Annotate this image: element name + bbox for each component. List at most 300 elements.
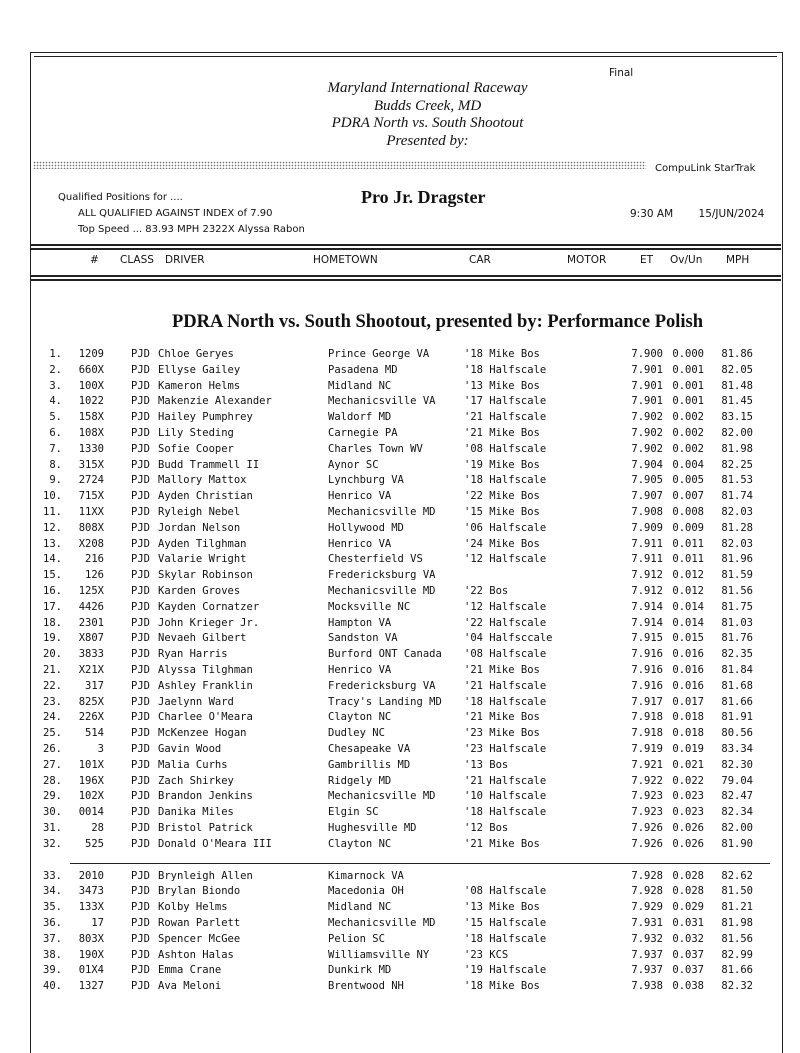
cell-num: X21X (78, 664, 104, 676)
cell-mph: 81.21 (721, 901, 753, 914)
cell-mph: 81.98 (721, 442, 753, 455)
cell-num: 108X (78, 427, 104, 439)
cell-et: 7.912 (631, 569, 663, 582)
cell-cls: PJD (131, 569, 150, 582)
cell-car: '22 Bos (464, 585, 509, 597)
cell-ovun: 0.014 (672, 616, 704, 629)
cell-car: '17 Halfscale (464, 395, 547, 408)
cell-mph: 82.47 (721, 790, 753, 803)
cell-et: 7.929 (631, 901, 663, 914)
cell-pos: 33. (43, 869, 62, 882)
cell-ovun: 0.037 (672, 948, 704, 961)
cell-mph: 81.96 (721, 553, 753, 566)
cell-num: 2010 (78, 869, 104, 882)
cell-num: 196X (78, 774, 104, 787)
cell-town: Prince George VA (328, 348, 430, 360)
cell-driver: Ayden Christian (158, 490, 253, 503)
cell-driver: Lily Steding (158, 427, 234, 439)
cell-mph: 79.04 (721, 774, 753, 787)
cell-et: 7.937 (631, 964, 663, 977)
event-name: PDRA North vs. South Shootout (331, 115, 524, 131)
cell-num: 126 (85, 569, 104, 582)
cell-ovun: 0.002 (672, 411, 704, 424)
qualifying-info (58, 190, 305, 238)
cell-car: '13 Mike Bos (464, 901, 540, 914)
cell-ovun: 0.023 (672, 790, 704, 803)
class-title: Pro Jr. Dragster (361, 187, 486, 207)
table-row (0, 617, 800, 633)
cell-et: 7.900 (631, 348, 663, 360)
cell-cls: PJD (131, 442, 150, 455)
cell-car: '24 Mike Bos (464, 537, 540, 550)
cell-town: Brentwood NH (328, 980, 404, 993)
cell-car: '06 Halfscale (464, 521, 547, 534)
cell-car: '21 Mike Bos (464, 711, 540, 724)
cell-ovun: 0.029 (672, 901, 704, 914)
cell-pos: 2. (49, 363, 62, 376)
cell-et: 7.923 (631, 790, 663, 803)
cell-car: '18 Halfscale (464, 474, 547, 487)
cell-pos: 9. (49, 474, 62, 487)
cell-town: Kimarnock VA (328, 869, 404, 882)
results-banner: PDRA North vs. South Shootout, presented by: Performance Polish (172, 312, 704, 332)
cell-cls: PJD (131, 980, 150, 993)
cell-et: 7.916 (631, 664, 663, 676)
cell-ovun: 0.014 (672, 600, 704, 613)
cell-town: Chesapeake VA (328, 743, 411, 755)
table-row (0, 901, 800, 917)
cell-num: 317 (85, 679, 104, 692)
cell-town: Williamsville NY (328, 948, 430, 961)
cell-cls: PJD (131, 758, 150, 771)
cell-mph: 82.00 (721, 822, 753, 834)
cell-cls: PJD (131, 711, 150, 724)
cell-cls: PJD (131, 664, 150, 676)
cell-ovun: 0.012 (672, 585, 704, 597)
cell-car: '08 Halfscale (464, 442, 547, 455)
table-row (0, 870, 800, 886)
top-speed: Top Speed ... 83.93 MPH 2322X Alyssa Rabon (78, 224, 305, 235)
cell-car: '08 Halfscale (464, 885, 547, 898)
cell-pos: 8. (49, 458, 62, 471)
cell-driver: Ellyse Gailey (158, 363, 241, 376)
software-label: CompuLink StarTrak (655, 163, 756, 174)
cell-cls: PJD (131, 932, 150, 945)
cell-cls: PJD (131, 506, 150, 518)
cell-pos: 39. (43, 964, 62, 977)
cell-num: 0014 (78, 806, 104, 819)
cell-driver: Ayden Tilghman (158, 537, 247, 550)
cell-driver: Emma Crane (158, 964, 222, 977)
table-row (0, 980, 800, 996)
cell-town: Chesterfield VS (328, 553, 423, 566)
cell-num: 1330 (78, 442, 104, 455)
cell-num: 133X (78, 901, 104, 914)
cell-car: '23 KCS (464, 948, 509, 961)
header-rule-top-2 (31, 248, 781, 250)
cell-town: Mechanicsville MD (328, 506, 436, 518)
cell-num: 825X (78, 695, 104, 708)
cell-cls: PJD (131, 743, 150, 755)
presented-by: Presented by: (386, 132, 469, 149)
cell-ovun: 0.032 (672, 932, 704, 945)
cell-town: Waldorf MD (328, 411, 392, 424)
cell-ovun: 0.023 (672, 806, 704, 819)
cell-mph: 82.35 (721, 648, 753, 661)
table-row (0, 395, 800, 411)
cell-town: Dudley NC (328, 727, 385, 740)
table-row (0, 964, 800, 980)
cell-driver: Spencer McGee (158, 932, 241, 945)
cell-num: 100X (78, 379, 104, 392)
table-row (0, 727, 800, 743)
cell-num: 315X (78, 458, 104, 471)
cell-pos: 5. (49, 411, 62, 424)
cell-town: Aynor SC (328, 458, 379, 471)
index-line: ALL QUALIFIED AGAINST INDEX of 7.90 (78, 208, 273, 219)
cell-pos: 25. (43, 727, 62, 740)
cell-car: '13 Bos (464, 758, 509, 771)
table-row (0, 522, 800, 538)
cell-et: 7.912 (631, 585, 663, 597)
cell-driver: Ashton Halas (158, 948, 234, 961)
cell-town: Mechanicsville MD (328, 917, 436, 929)
cell-cls: PJD (131, 411, 150, 424)
cell-driver: Jaelynn Ward (158, 695, 234, 708)
cell-cls: PJD (131, 948, 150, 961)
cell-town: Burford ONT Canada (328, 648, 442, 661)
cell-ovun: 0.001 (672, 395, 704, 408)
cell-num: 17 (91, 917, 104, 929)
cell-car: '18 Halfscale (464, 806, 547, 819)
cell-mph: 81.45 (721, 395, 753, 408)
cell-pos: 31. (43, 822, 62, 834)
cell-pos: 3. (49, 379, 62, 392)
cell-pos: 22. (43, 679, 62, 692)
cell-cls: PJD (131, 822, 150, 834)
cell-pos: 37. (43, 932, 62, 945)
cell-ovun: 0.018 (672, 727, 704, 740)
cell-et: 7.917 (631, 695, 663, 708)
cell-driver: Gavin Wood (158, 743, 222, 755)
cell-num: 2301 (78, 616, 104, 629)
cell-driver: Alyssa Tilghman (158, 664, 253, 676)
cell-car: '10 Halfscale (464, 790, 547, 803)
cell-pos: 17. (43, 600, 62, 613)
cell-pos: 35. (43, 901, 62, 914)
cell-cls: PJD (131, 363, 150, 376)
cell-car: '18 Mike Bos (464, 348, 540, 360)
cell-pos: 16. (43, 585, 62, 597)
cell-num: 226X (78, 711, 104, 724)
cell-cls: PJD (131, 348, 150, 360)
cell-car: '19 Mike Bos (464, 458, 540, 471)
cell-driver: Zach Shirkey (158, 774, 234, 787)
cell-mph: 81.86 (721, 348, 753, 360)
cell-cls: PJD (131, 869, 150, 882)
cell-num: 3833 (78, 648, 104, 661)
cell-num: 715X (78, 490, 104, 503)
cell-mph: 81.66 (721, 964, 753, 977)
cell-driver: McKenzee Hogan (158, 727, 247, 740)
cell-ovun: 0.001 (672, 379, 704, 392)
cell-et: 7.926 (631, 822, 663, 834)
cell-pos: 19. (43, 632, 62, 645)
table-row (0, 711, 800, 727)
cell-town: Gambrillis MD (328, 758, 411, 771)
cell-town: Elgin SC (328, 806, 379, 819)
cell-driver: Sofie Cooper (158, 442, 234, 455)
cell-car: '21 Mike Bos (464, 664, 540, 676)
cell-driver: Makenzie Alexander (158, 395, 272, 408)
cell-et: 7.938 (631, 980, 663, 993)
cell-ovun: 0.007 (672, 490, 704, 503)
cell-num: 3473 (78, 885, 104, 898)
cell-cls: PJD (131, 964, 150, 977)
cell-et: 7.905 (631, 474, 663, 487)
cell-et: 7.918 (631, 711, 663, 724)
cell-cls: PJD (131, 885, 150, 898)
status-label: Final (609, 67, 634, 79)
cell-num: X807 (78, 632, 104, 645)
col-et: ET (640, 254, 654, 266)
cell-num: 1209 (78, 348, 104, 360)
cell-pos: 28. (43, 774, 62, 787)
table-row (0, 933, 800, 949)
table-row (0, 806, 800, 822)
table-row (0, 348, 800, 364)
cell-num: 11XX (78, 506, 104, 518)
cell-et: 7.928 (631, 869, 663, 882)
table-row (0, 474, 800, 490)
cell-car: '19 Halfscale (464, 964, 547, 977)
cell-mph: 82.62 (721, 869, 753, 882)
cell-car: '21 Mike Bos (464, 837, 540, 850)
table-row (0, 790, 800, 806)
cell-driver: Kolby Helms (158, 901, 228, 914)
table-row (0, 506, 800, 522)
cell-et: 7.916 (631, 648, 663, 661)
cell-cls: PJD (131, 679, 150, 692)
cell-driver: Ava Meloni (158, 980, 222, 993)
cell-town: Midland NC (328, 901, 392, 914)
cell-driver: Brylan Biondo (158, 885, 241, 898)
cell-ovun: 0.011 (672, 553, 704, 566)
table-row (0, 601, 800, 617)
cell-et: 7.937 (631, 948, 663, 961)
cell-driver: Karden Groves (158, 585, 241, 597)
cell-driver: Skylar Robinson (158, 569, 253, 582)
cell-pos: 1. (49, 348, 62, 360)
cell-cls: PJD (131, 585, 150, 597)
cell-mph: 81.56 (721, 932, 753, 945)
table-row (0, 664, 800, 680)
cell-num: 803X (78, 932, 104, 945)
cell-pos: 24. (43, 711, 62, 724)
cell-ovun: 0.011 (672, 537, 704, 550)
cell-num: 808X (78, 521, 104, 534)
cell-pos: 20. (43, 648, 62, 661)
cutoff-line (70, 863, 770, 864)
cell-town: Mechanicsville MD (328, 790, 436, 803)
cell-et: 7.932 (631, 932, 663, 945)
cell-ovun: 0.000 (672, 348, 704, 360)
cell-cls: PJD (131, 790, 150, 803)
cell-mph: 81.90 (721, 837, 753, 850)
table-row (0, 364, 800, 380)
cell-car: '23 Mike Bos (464, 727, 540, 740)
cell-num: 28 (91, 822, 104, 834)
cell-pos: 32. (43, 837, 62, 850)
cell-et: 7.915 (631, 632, 663, 645)
cell-pos: 36. (43, 917, 62, 929)
cell-cls: PJD (131, 600, 150, 613)
cell-town: Mechanicsville VA (328, 395, 436, 408)
table-row (0, 648, 800, 664)
cell-et: 7.902 (631, 427, 663, 439)
cell-town: Fredericksburg VA (328, 679, 436, 692)
cell-mph: 82.99 (721, 948, 753, 961)
cell-num: 2724 (78, 474, 104, 487)
table-row (0, 553, 800, 569)
cell-ovun: 0.002 (672, 442, 704, 455)
cell-ovun: 0.018 (672, 711, 704, 724)
cell-et: 7.916 (631, 679, 663, 692)
event-title-block (235, 80, 620, 150)
cell-town: Clayton NC (328, 711, 392, 724)
cell-cls: PJD (131, 553, 150, 566)
cell-ovun: 0.017 (672, 695, 704, 708)
cell-town: Pasadena MD (328, 363, 398, 376)
cell-et: 7.922 (631, 774, 663, 787)
cell-et: 7.911 (631, 553, 663, 566)
cell-cls: PJD (131, 774, 150, 787)
cell-pos: 11. (43, 506, 62, 518)
table-row (0, 743, 800, 759)
cell-mph: 82.03 (721, 537, 753, 550)
cell-driver: Kameron Helms (158, 379, 241, 392)
table-row (0, 585, 800, 601)
cell-car: '13 Mike Bos (464, 379, 540, 392)
cell-mph: 81.53 (721, 474, 753, 487)
cell-mph: 81.56 (721, 585, 753, 597)
cell-driver: Hailey Pumphrey (158, 411, 253, 424)
cell-ovun: 0.031 (672, 917, 704, 929)
cell-town: Mechanicsville MD (328, 585, 436, 597)
cell-pos: 27. (43, 758, 62, 771)
cell-pos: 38. (43, 948, 62, 961)
cell-driver: Nevaeh Gilbert (158, 632, 247, 645)
cell-et: 7.921 (631, 758, 663, 771)
cell-num: 525 (85, 837, 104, 850)
cell-ovun: 0.002 (672, 427, 704, 439)
cell-et: 7.918 (631, 727, 663, 740)
venue-location: Budds Creek, MD (373, 97, 482, 114)
table-row (0, 427, 800, 443)
cell-mph: 83.34 (721, 743, 753, 755)
cell-ovun: 0.026 (672, 822, 704, 834)
col-mph: MPH (726, 254, 750, 266)
cell-pos: 18. (43, 616, 62, 629)
cell-et: 7.902 (631, 442, 663, 455)
cell-et: 7.914 (631, 616, 663, 629)
table-row (0, 380, 800, 396)
cell-driver: Bristol Patrick (158, 822, 253, 834)
time: 9:30 AM (630, 208, 674, 220)
table-row (0, 822, 800, 838)
cell-town: Ridgely MD (328, 774, 392, 787)
col-driver: DRIVER (165, 254, 205, 266)
cell-mph: 81.59 (721, 569, 753, 582)
cell-et: 7.919 (631, 743, 663, 755)
cell-town: Henrico VA (328, 537, 392, 550)
cell-num: 3 (97, 743, 104, 755)
cell-num: 1327 (78, 980, 104, 993)
date: 15/JUN/2024 (698, 208, 765, 220)
cell-driver: Malia Curhs (158, 758, 228, 771)
cell-cls: PJD (131, 379, 150, 392)
cell-town: Sandston VA (328, 632, 398, 645)
cell-mph: 81.91 (721, 711, 753, 724)
cell-cls: PJD (131, 458, 150, 471)
cell-num: 514 (85, 727, 104, 740)
cell-ovun: 0.005 (672, 474, 704, 487)
cell-num: 01X4 (78, 964, 104, 977)
col-car: CAR (469, 254, 491, 266)
cell-et: 7.909 (631, 521, 663, 534)
cell-mph: 81.03 (721, 616, 753, 629)
cell-mph: 82.34 (721, 806, 753, 819)
cell-town: Charles Town WV (328, 442, 423, 455)
cell-car: '15 Halfscale (464, 917, 547, 929)
cell-et: 7.908 (631, 506, 663, 518)
cell-ovun: 0.012 (672, 569, 704, 582)
cell-cls: PJD (131, 537, 150, 550)
qualified-for: Qualified Positions for .... (58, 192, 183, 203)
cell-ovun: 0.001 (672, 363, 704, 376)
cell-mph: 81.68 (721, 679, 753, 692)
cell-car: '04 Halfsccale (464, 632, 553, 645)
cell-num: 1022 (78, 395, 104, 408)
table-row (0, 459, 800, 475)
cell-town: Mocksville NC (328, 600, 411, 613)
cell-ovun: 0.016 (672, 679, 704, 692)
table-row (0, 490, 800, 506)
cell-town: Tracy's Landing MD (328, 695, 442, 708)
cell-et: 7.911 (631, 537, 663, 550)
col-motor: MOTOR (567, 254, 607, 266)
cell-pos: 26. (43, 743, 62, 755)
cell-mph: 82.32 (721, 980, 753, 993)
cell-et: 7.904 (631, 458, 663, 471)
cell-pos: 13. (43, 537, 62, 550)
cell-car: '18 Halfscale (464, 363, 547, 376)
cell-car: '12 Bos (464, 822, 509, 834)
table-row (0, 538, 800, 554)
cell-cls: PJD (131, 474, 150, 487)
cell-ovun: 0.008 (672, 506, 704, 518)
cell-ovun: 0.016 (672, 664, 704, 676)
cell-ovun: 0.004 (672, 458, 704, 471)
cell-mph: 81.48 (721, 379, 753, 392)
cell-mph: 81.75 (721, 600, 753, 613)
cell-cls: PJD (131, 648, 150, 661)
table-row (0, 632, 800, 648)
cell-num: 190X (78, 948, 104, 961)
cell-cls: PJD (131, 727, 150, 740)
col-hometown: HOMETOWN (313, 254, 378, 266)
cell-cls: PJD (131, 695, 150, 708)
